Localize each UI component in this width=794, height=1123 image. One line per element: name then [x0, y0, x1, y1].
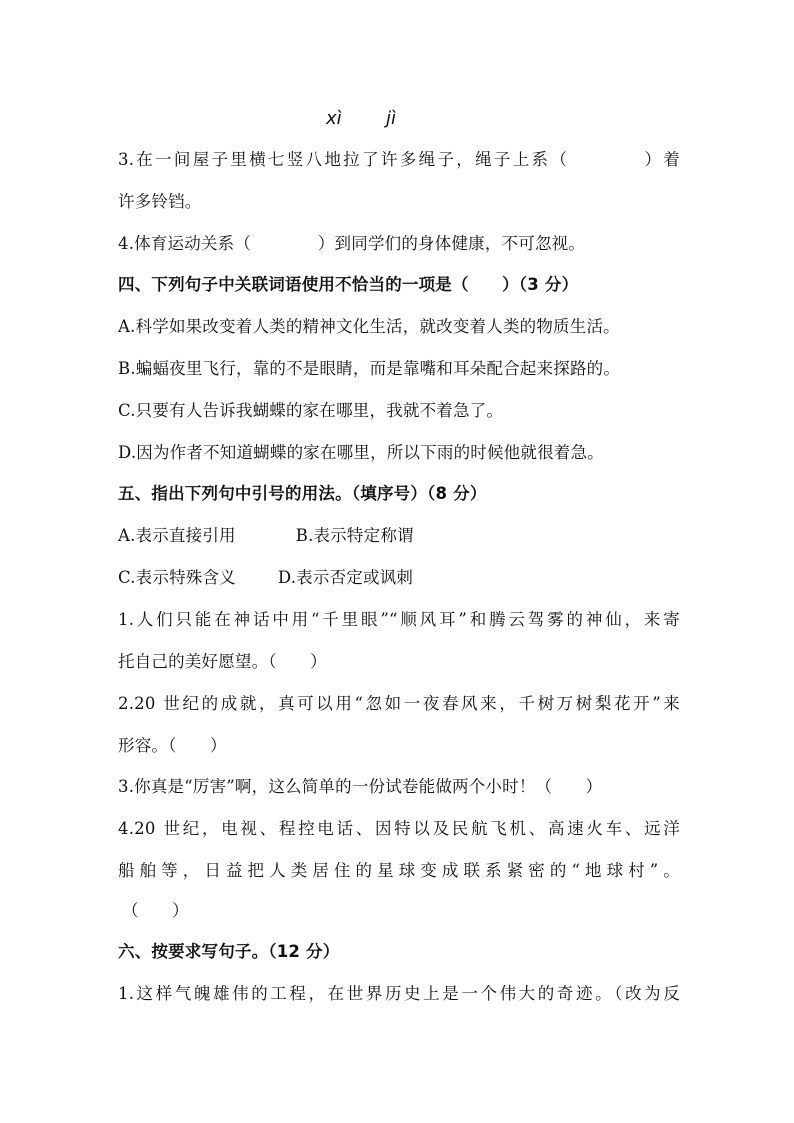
section-5-q1-line-1: 1.人们只能在神话中用“千里眼”“顺风耳”和腾云驾雾的神仙，来寄 — [118, 610, 680, 629]
section-5-q2-line-1: 2.20 世纪的成就，真可以用“忽如一夜春风来，千树万树梨花开”来 — [118, 694, 680, 713]
section-4-heading: 四、下列句子中关联词语使用不恰当的一项是（ ）（3 分） — [118, 275, 579, 294]
section-5-q2-line-2: 形容。（ ） — [118, 736, 227, 755]
section-5-q4-line-2: 船舶等，日益把人类居住的星球变成联系紧密的“地球村”。 — [118, 861, 680, 880]
section-5-option-a: A.表示直接引用 — [118, 526, 236, 545]
section-5-q3: 3.你真是“厉害”啊，这么简单的一份试卷能做两个小时！（ ） — [118, 777, 603, 796]
question-3-line-1: 3.在一间屋子里横七竖八地拉了许多绳子，绳子上系（ ）着 — [118, 150, 680, 169]
section-5-option-b: B.表示特定称谓 — [295, 526, 414, 545]
section-5-heading: 五、指出下列句中引号的用法。（填序号）（8 分） — [118, 484, 487, 503]
section-5-option-d: D.表示否定或讽刺 — [277, 568, 414, 587]
question-3-line-2: 许多铃铛。 — [118, 192, 202, 211]
section-4-option-d: D.因为作者不知道蝴蝶的家在哪里，所以下雨的时候他就很着急。 — [118, 443, 604, 462]
section-4-option-a: A.科学如果改变着人类的精神文化生活，就改变着人类的物质生活。 — [118, 317, 620, 336]
pinyin-ji: jì — [386, 108, 397, 129]
section-5-q1-line-2: 托自己的美好愿望。（ ） — [118, 652, 327, 671]
section-5-q4-line-1: 4.20 世纪，电视、程控电话、因特以及民航飞机、高速火车、远洋 — [118, 819, 680, 838]
section-6-q1-line-1: 1.这样气魄雄伟的工程，在世界历史上是一个伟大的奇迹。（改为反 — [118, 984, 680, 1003]
section-5-options-row-2 — [118, 567, 680, 589]
section-4-option-c: C.只要有人告诉我蝴蝶的家在哪里，我就不着急了。 — [118, 401, 504, 420]
section-4-option-b: B.蝙蝠夜里飞行，靠的不是眼睛，而是靠嘴和耳朵配合起来探路的。 — [118, 359, 621, 378]
pinyin-xi: xì — [326, 108, 342, 129]
section-6-heading: 六、按要求写句子。（12 分） — [118, 942, 340, 961]
section-5-q4-line-3: （ ） — [122, 901, 189, 920]
section-5-option-c: C.表示特殊含义 — [118, 568, 236, 587]
section-5-options-row-1 — [118, 525, 680, 547]
question-4: 4.体育运动关系（ ）到同学们的身体健康，不可忽视。 — [118, 234, 586, 253]
